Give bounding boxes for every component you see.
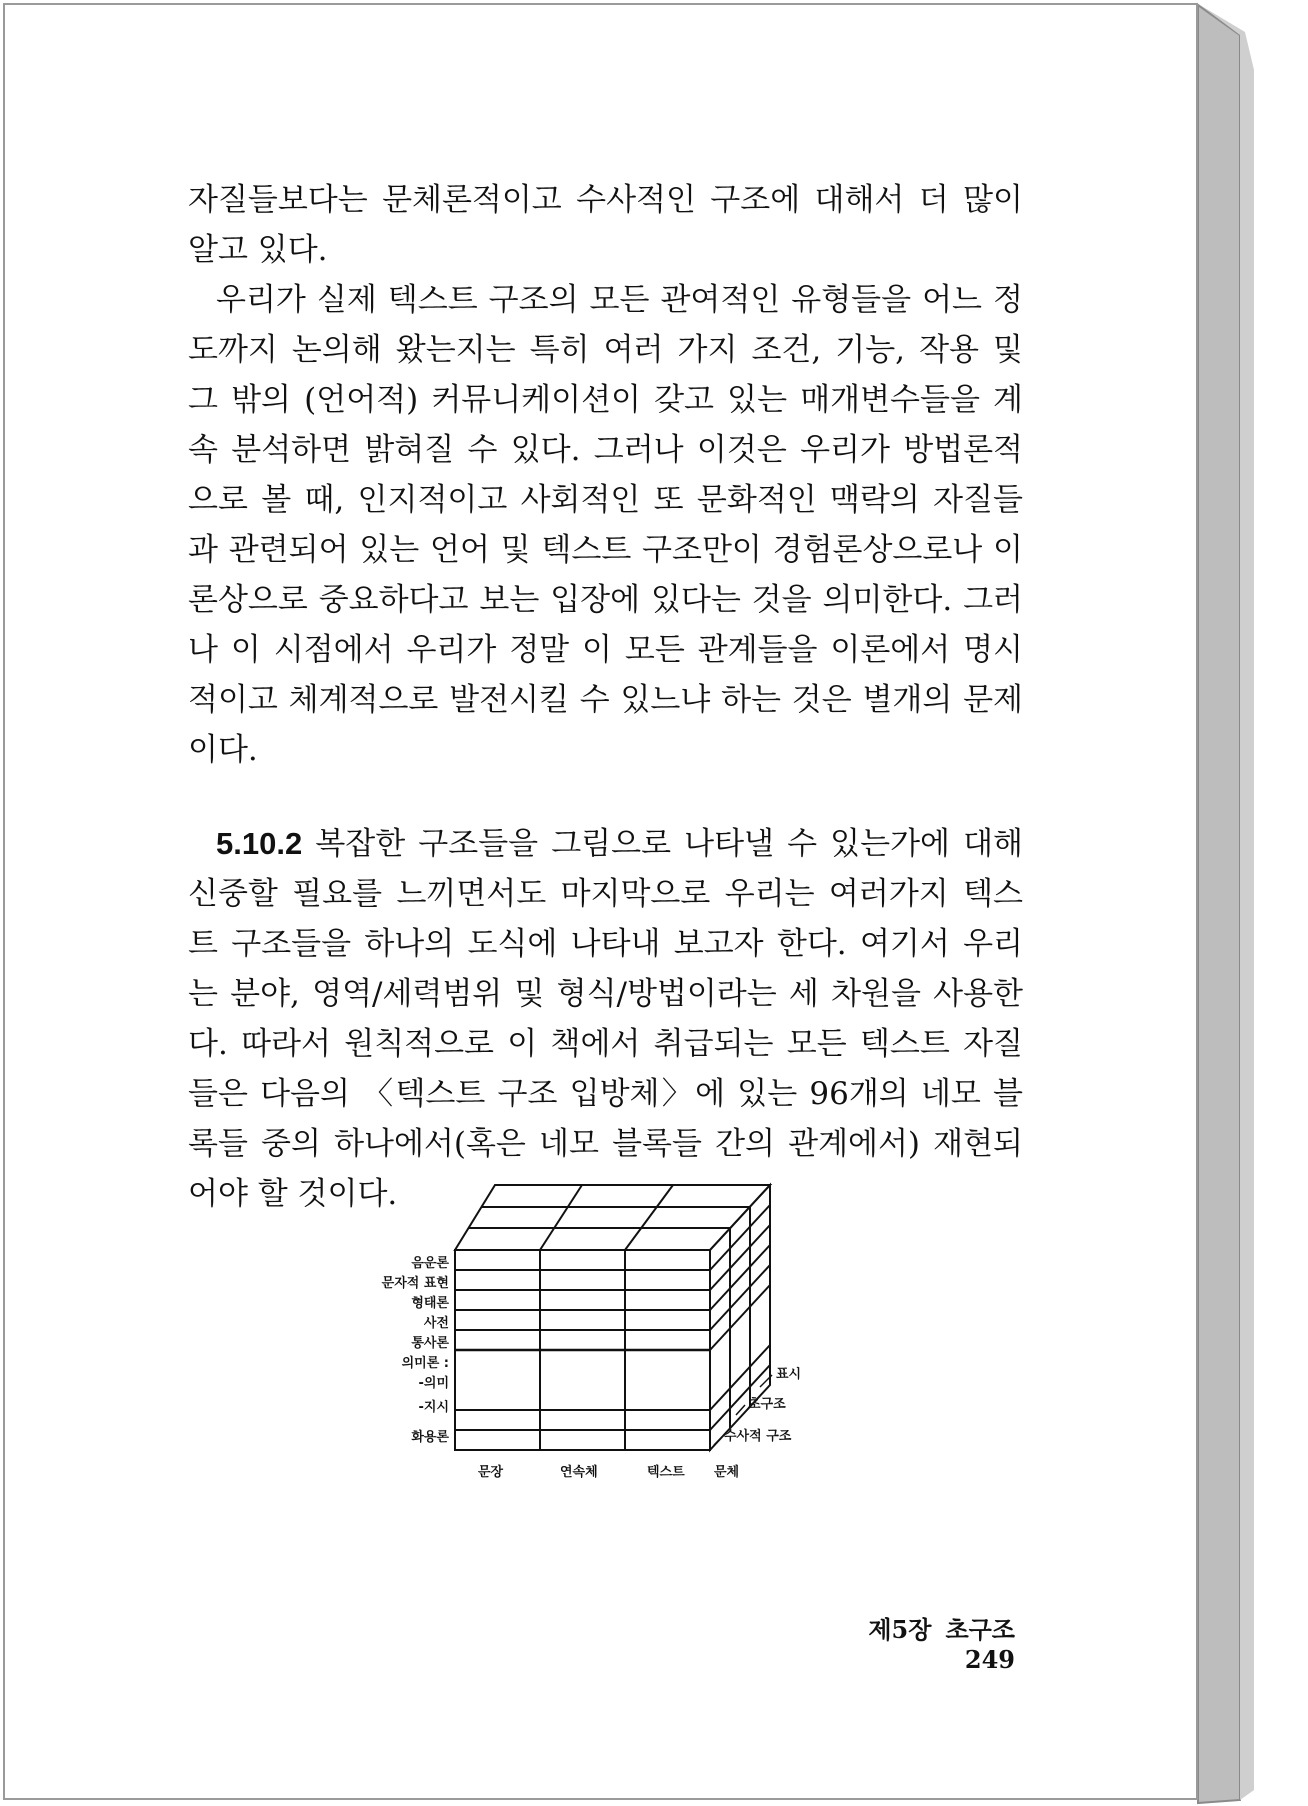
axis-label-style: 문체 xyxy=(714,1465,740,1480)
axis-label-syntax: 통사론 xyxy=(411,1336,449,1351)
axis-label-reference: -지시 xyxy=(418,1400,449,1415)
footer-title: 초구조 xyxy=(945,1615,1015,1644)
section-paragraph xyxy=(188,819,1023,1219)
axis-label-lexicon: 사전 xyxy=(423,1316,449,1331)
body-text xyxy=(188,175,1023,1219)
section-text: 복잡한 구조들을 그림으로 나타낼 수 있는가에 대해 신중할 필요를 느끼면서도 마지막으로 우리는 여러가지 텍스트 구조들을 하나의 도식에 나타내 보고자 한다. 여기서 우리는 분야, 영역/세력범위 및 형식/방법이라는 세 차원을 사용한다. 따라서 원칙적으로 이 책에서 취급되는 모든 텍스트 자질들은 다음의 〈텍스트 구조 입방체〉에 있는 96개의 네모 블록들 중의 하나에서(혹은 네모 블록들 간의 관계에서) 재현되어야 할 것이다. xyxy=(188,826,1023,1212)
axis-label-graphemics: 문자적 표현 xyxy=(381,1276,449,1291)
axis-label-sentence: 문장 xyxy=(478,1465,504,1480)
axis-label-sequence: 연속체 xyxy=(560,1465,598,1480)
paragraph-1: 자질들보다는 문체론적이고 수사적인 구조에 대해서 더 많이 알고 있다. xyxy=(188,182,1023,268)
section-number: 5.10.2 xyxy=(216,826,303,861)
axis-label-morphology: 형태론 xyxy=(411,1296,449,1311)
axis-label-pragmatics: 화용론 xyxy=(411,1430,449,1445)
axis-label-rhetorical-structure: 수사적 구조 xyxy=(724,1429,792,1444)
page-number: 249 xyxy=(964,1645,1015,1674)
cube-top-face xyxy=(455,1185,770,1250)
text-structure-cube-figure xyxy=(350,1175,830,1515)
axis-label-superstructure: 초구조 xyxy=(748,1397,786,1412)
paragraph-2: 우리가 실제 텍스트 구조의 모든 관여적인 유형들을 어느 정도까지 논의해 왔는지는 특히 여러 가지 조건, 기능, 작용 및 그 밖의 (언어적) 커뮤니케이션이 갖고 있는 매개변수들을 계속 분석하면 밝혀질 수 있다. 그러나 이것은 우리가 방법론적으로 볼 때, 인지적이고 사회적인 또 문화적인 맥락의 자질들과 관련되어 있는 언어 및 텍스트 구조만이 경험론상으로나 이론상으로 중요하다고 보는 입장에 있다는 것을 의미한다. 그러나 이 시점에서 우리가 정말 이 모든 관계들을 이론에서 명시적이고 체계적으로 발전시킬 수 있느냐 하는 것은 별개의 문제이다. xyxy=(188,282,1023,768)
footer-chapter: 제5장 xyxy=(868,1615,932,1644)
axis-label-text: 텍스트 xyxy=(647,1465,685,1480)
axis-label-representation: 표시 xyxy=(776,1367,802,1382)
axis-label-phonology: 음운론 xyxy=(411,1256,449,1271)
page-footer xyxy=(795,1610,1015,1674)
axis-label-semantics: 의미론 : xyxy=(401,1356,449,1371)
axis-label-meaning: -의미 xyxy=(418,1376,449,1391)
